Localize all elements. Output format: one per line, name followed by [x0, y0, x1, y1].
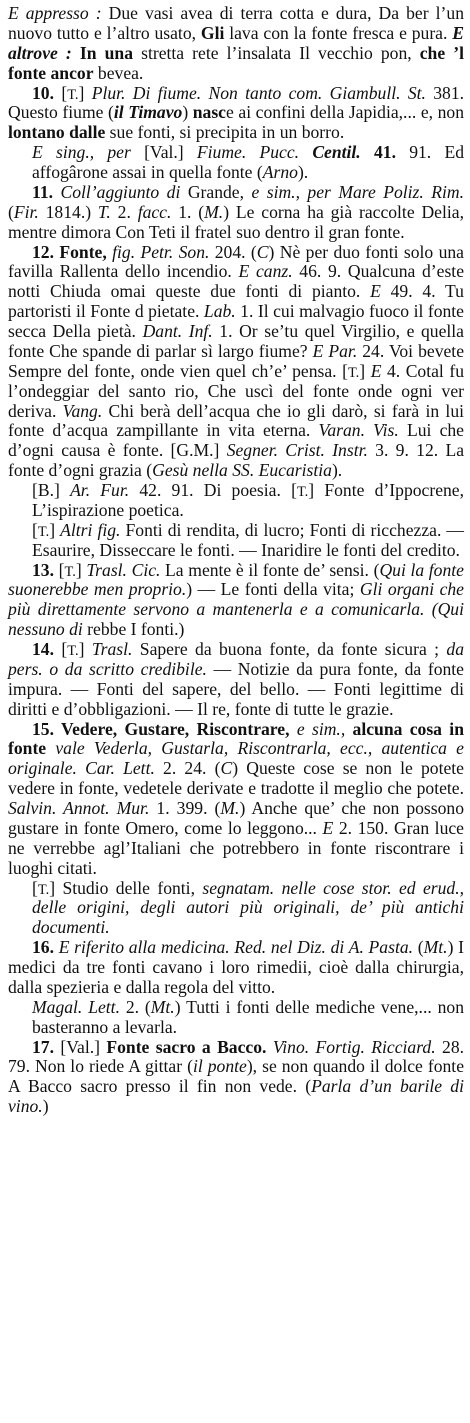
entry-12-sub-2: [T.] Altri fig. Fonti di rendita, di lucro; Fonti di ricchezza. — Esaurire, Disseccare le fonti. — Inaridire le fonti del credito.: [32, 519, 464, 560]
entry-16-sub: Magal. Lett. 2. (Mt.) Tutti i fonti delle mediche vene,... non basteranno a levarla.: [32, 996, 464, 1037]
entry-12-sub-1: [B.] Ar. Fur. 42. 91. Di poesia. [T.] Fonte d’Ippocrene, L’ispirazione poetica.: [32, 480, 465, 520]
entry-15: 15. Vedere, Gustare, Riscontrare, e sim., alcuna cosa in fonte vale Vederla, Gustarla, Riscontrarla, ecc., autentica e originale. Car. Lett. 2. 24. (C) Queste cose se non le potete vedere in fonte, vedetele derivate e tradotte il meglio che potete. Salvin. Annot. Mur. 1. 399. (M.) Anche que’ che non possono gustare in fonte Omero, come lo leggono... E 2. 150. Gran luce ne verrebbe agl’Italiani che potrebbero in fonte riscontrare i luoghi citati.: [8, 718, 464, 878]
entry-11: 11. Coll’aggiunto di Grande, e sim., per Mare Poliz. Rim. (Fir. 1814.) T. 2. facc. 1. (M.) Le corna ha già raccolte Delia, mentre dimora Con Teti il fratel suo dentro il gran fonte.: [8, 181, 464, 242]
entry-14: 14. [T.] Trasl. Sapere da buona fonte, da fonte sicura ; da pers. o da scritto credibile. — Notizie da pura fonte, da fonte impura. — Fonti del sapere, del bello. — Fonti legittime di diritti e d’obbligazioni. — Il re, fonte di tutte le grazie.: [8, 639, 464, 719]
entry-continuation: E appresso : Due vasi avea di terra cotta e dura, Da ber l’un nuovo tutto e l’altro usato, Gli lava con la fonte fresca e pura. E altrove : In una stretta rete l’insalata Il vecchio pon, che ’l fonte ancor bevea.: [8, 3, 465, 83]
entry-10-sub: E sing., per [Val.] Fiume. Pucc. Centil. 41. 91. Ed affogârone assai in quella fonte (Arno).: [32, 142, 464, 182]
entry-17: 17. [Val.] Fonte sacro a Bacco. Vino. Fortig. Ricciard. 28. 79. Non lo riede A gittar (il ponte), se non quando il dolce fonte A Bacco sacro presso il fin non vede. (Parla d’un barile di vino.): [8, 1036, 465, 1117]
entry-15-sub: [T.] Studio delle fonti, segnatam. nelle cose stor. ed erud., delle origini, degli autori più originali, de’ più antichi documenti.: [32, 877, 464, 938]
entry-16: 16. E riferito alla medicina. Red. nel Diz. di A. Pasta. (Mt.) I medici da tre fonti cavano i loro rimedii, cioè dalla chirurgia, dalla spezieria e dalla regola del vitto.: [8, 937, 465, 997]
entry-13: 13. [T.] Trasl. Cic. La mente è il fonte de’ sensi. (Qui la fonte suonerebbe men proprio.) — Le fonti della vita; Gli organi che più direttamente servono a mantenerla e a comunicarla. (Qui nessuno di rebbe I fonti.): [8, 559, 464, 640]
entry-12: 12. Fonte, fig. Petr. Son. 204. (C) Nè per duo fonti solo una favilla Rallenta dello incendio. E canz. 46. 9. Qualcuna d’este notti Chiuda omai queste due fonti di pianto. E 49. 4. Tu partoristi il Fonte d pietate. Lab. 1. Il cui malvagio fuoco il fonte secca Della pietà. Dant. Inf. 1. Or se’tu quel Virgilio, e quella fonte Che spande di parlar sì largo fiume? E Par. 24. Voi bevete Sempre del fonte, onde vien quel ch’e’ pensa. [T.] E 4. Cotal fu l’ondeggiar del santo rio, Che uscì del fonte onde ogni ver deriva. Vang. Chi berà dell’acqua che io gli darò, si farà in lui fonte d’acqua zampillante in vita eterna. Varan. Vis. Lui che d’ogni causa è fonte. [G.M.] Segner. Crist. Instr. 3. 9. 12. La fonte d’ogni grazia (Gesù nella SS. Eucaristia).: [8, 241, 465, 481]
entry-10: 10. [T.] Plur. Di fiume. Non tanto com. Giambull. St. 381. Questo fiume (il Timavo) nasce ai confini della Japidia,... e, non lontano dalle sue fonti, si precipita in un borro.: [8, 82, 465, 143]
